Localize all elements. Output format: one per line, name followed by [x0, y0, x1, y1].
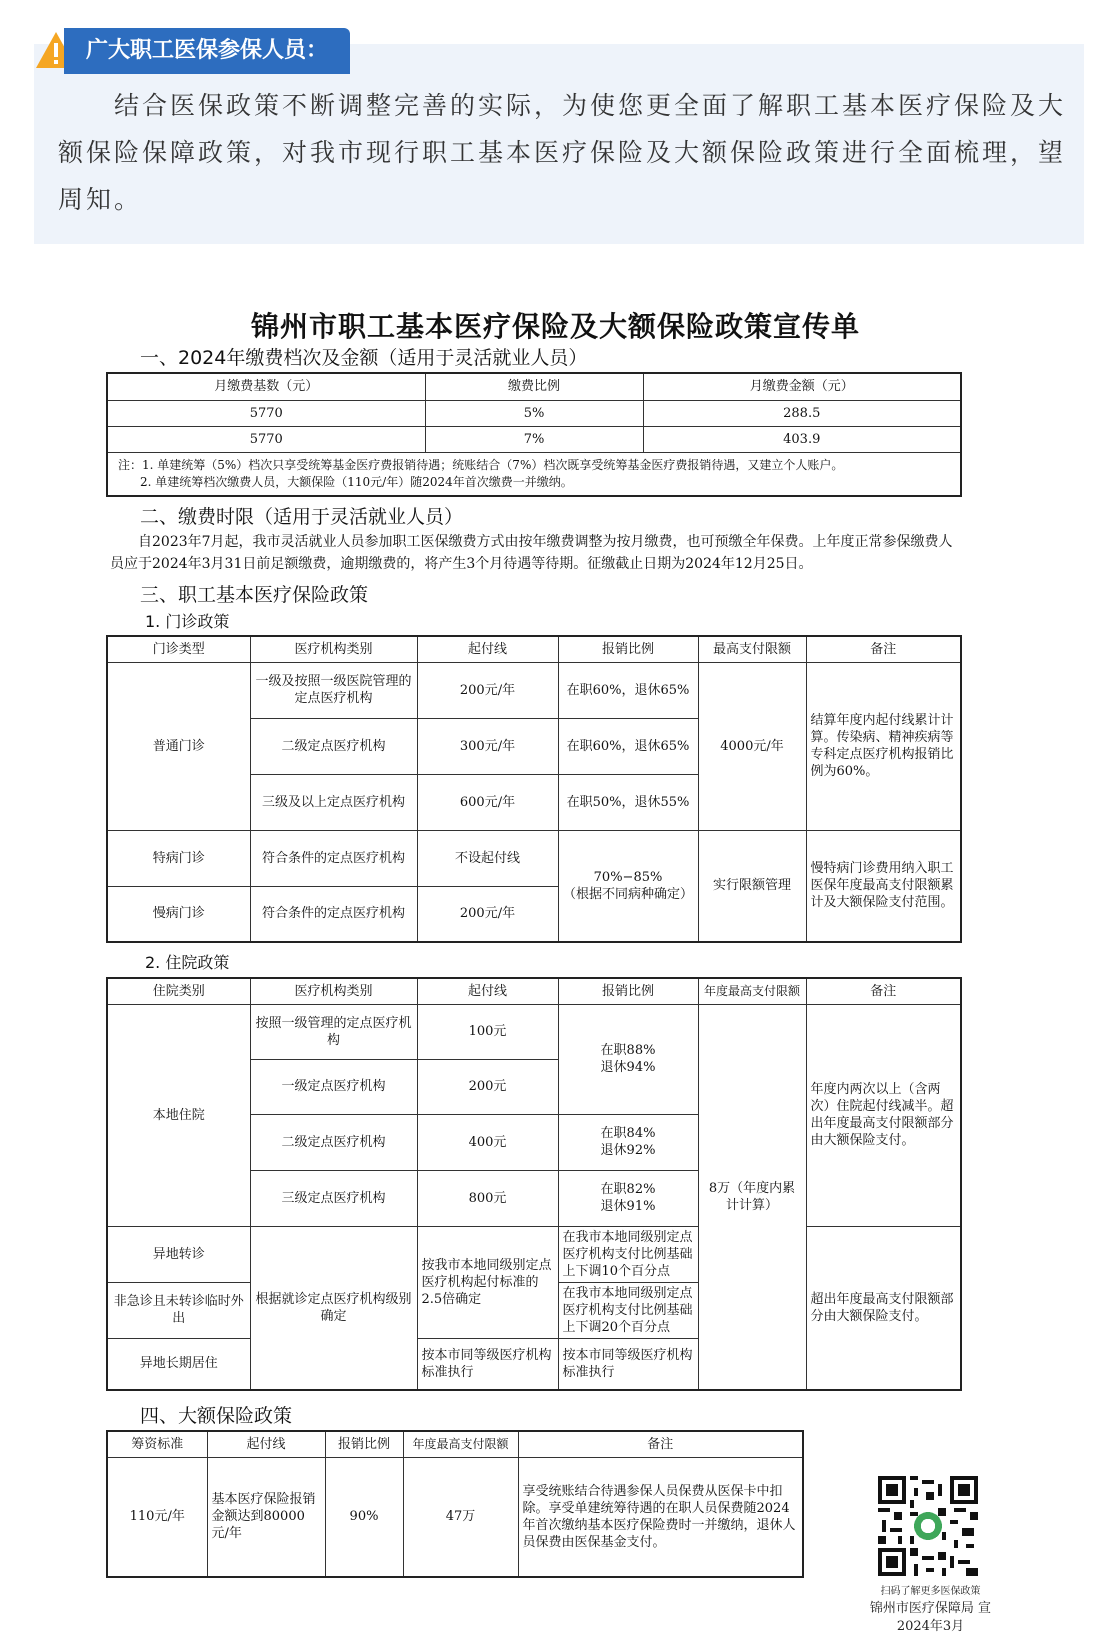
- inpatient-table: [106, 977, 962, 1391]
- transfer-ratio: 在我市本地同级别定点医疗机构支付比例基础上下调10个百分点: [558, 1226, 698, 1282]
- table-cell: 100元: [417, 1004, 558, 1059]
- table-cell: 47万: [403, 1457, 518, 1577]
- col-header: 门诊类型: [107, 636, 250, 662]
- col-header: 报销比例: [558, 978, 698, 1004]
- inpatient-type-transfer: 异地转诊: [107, 1226, 250, 1282]
- issuer-block: [848, 1600, 1013, 1636]
- table-cell: 在职50%，退休55%: [558, 774, 698, 830]
- issue-date: 2024年3月: [896, 1619, 965, 1634]
- col-header: 备注: [518, 1431, 803, 1457]
- table-cell: 5%: [425, 400, 643, 426]
- table-cell: 800元: [417, 1170, 558, 1226]
- table-cell: 600元/年: [417, 774, 558, 830]
- general-note: 结算年度内起付线累计计算。传染病、精神疾病等专科定点医疗机构报销比例为60%。: [806, 662, 961, 830]
- ratio-line-2: 退休92%: [600, 1143, 656, 1158]
- outpatient-type-chronic: 慢病门诊: [107, 886, 250, 942]
- table-cell: 二级定点医疗机构: [250, 1114, 417, 1170]
- inpatient-type-longterm: 异地长期居住: [107, 1338, 250, 1390]
- ratio-level-3: [558, 1170, 698, 1226]
- table-cell: 三级定点医疗机构: [250, 1170, 417, 1226]
- table-cell: 200元/年: [417, 662, 558, 718]
- longterm-deductible: 按本市同等级医疗机构标准执行: [417, 1338, 558, 1390]
- remote-note: 超出年度最高支付限额部分由大额保险支付。: [806, 1226, 961, 1390]
- inpatient-type-local: 本地住院: [107, 1004, 250, 1226]
- col-header: 报销比例: [325, 1431, 403, 1457]
- table-cell: 90%: [325, 1457, 403, 1577]
- ratio-line-2: 退休94%: [600, 1060, 656, 1075]
- section3-heading: 三、职工基本医疗保险政策: [140, 584, 369, 606]
- inpatient-subheading: 2. 住院政策: [145, 953, 230, 972]
- major-insurance-table: [106, 1430, 804, 1578]
- table-cell: 403.9: [643, 426, 961, 452]
- table-cell: 不设起付线: [417, 830, 558, 886]
- qr-caption: 扫码了解更多医保政策: [880, 1586, 981, 1597]
- table-cell: 一级定点医疗机构: [250, 1059, 417, 1114]
- outpatient-type-general: 普通门诊: [107, 662, 250, 830]
- table-cell: 按照一级管理的定点医疗机构: [250, 1004, 417, 1059]
- table-cell: 基本医疗保险报销金额达到80000元/年: [207, 1457, 325, 1577]
- ratio-line-1: 在职82%: [600, 1182, 656, 1197]
- ratio-level-1: [558, 1004, 698, 1114]
- ratio-line-1: 在职88%: [600, 1043, 656, 1058]
- col-header: 医疗机构类别: [250, 636, 417, 662]
- table-cell: 300元/年: [417, 718, 558, 774]
- note-line-2: 2. 单建统筹档次缴费人员，大额保险（110元/年）随2024年首次缴费一并缴纳。: [140, 474, 573, 489]
- contribution-table: [106, 372, 962, 497]
- col-header: 报销比例: [558, 636, 698, 662]
- col-header: 月缴费金额（元）: [643, 373, 961, 400]
- general-limit: 4000元/年: [698, 662, 806, 830]
- col-header: 起付线: [417, 636, 558, 662]
- ratio-line-2: （根据不同病种确定）: [562, 886, 693, 902]
- ratio-line-2: 退休91%: [600, 1199, 656, 1214]
- col-header: 缴费比例: [425, 373, 643, 400]
- table-cell: 三级及以上定点医疗机构: [250, 774, 417, 830]
- issuer-name: 锦州市医疗保障局 宣: [869, 1601, 992, 1616]
- col-header: 医疗机构类别: [250, 978, 417, 1004]
- col-header: 住院类别: [107, 978, 250, 1004]
- col-header: 起付线: [417, 978, 558, 1004]
- document-title: 锦州市职工基本医疗保险及大额保险政策宣传单: [250, 310, 860, 343]
- longterm-ratio: 按本市同等级医疗机构标准执行: [558, 1338, 698, 1390]
- table-cell: 在职60%，退休65%: [558, 662, 698, 718]
- table-cell: 400元: [417, 1114, 558, 1170]
- table-cell: 符合条件的定点医疗机构: [250, 886, 417, 942]
- special-chronic-limit: 实行限额管理: [698, 830, 806, 942]
- table-cell: 110元/年: [107, 1457, 207, 1577]
- ratio-line-1: 在职84%: [600, 1126, 656, 1141]
- section4-heading: 四、大额保险政策: [140, 1405, 293, 1427]
- special-chronic-note: 慢特病门诊费用纳入职工医保年度最高支付限额累计及大额保险支付范围。: [806, 830, 961, 942]
- ratio-line-1: 70%−85%: [593, 869, 663, 885]
- local-note: 年度内两次以上（含两次）住院起付线减半。超出年度最高支付限额部分由大额保险支付。: [806, 1004, 961, 1226]
- col-header: 最高支付限额: [698, 636, 806, 662]
- remote-institution: 根据就诊定点医疗机构级别确定: [250, 1226, 417, 1390]
- inpatient-limit: 8万（年度内累计计算）: [698, 1004, 806, 1390]
- inpatient-type-nonurgent: 非急诊且未转诊临时外出: [107, 1282, 250, 1338]
- note-line-1: 注：1. 单建统筹（5%）档次只享受统筹基金医疗费报销待遇；统账结合（7%）档次既享受统筹基金医疗费报销待遇，又建立个人账户。: [118, 457, 844, 472]
- qr-code[interactable]: [878, 1476, 978, 1576]
- table-cell: 符合条件的定点医疗机构: [250, 830, 417, 886]
- remote-deductible: 按我市本地同级别定点医疗机构起付标准的2.5倍确定: [417, 1226, 558, 1338]
- table-cell: 200元/年: [417, 886, 558, 942]
- special-chronic-ratio: [558, 830, 698, 942]
- section2-heading: 二、缴费时限（适用于灵活就业人员）: [140, 506, 464, 528]
- table-cell: 200元: [417, 1059, 558, 1114]
- table-cell: 二级定点医疗机构: [250, 718, 417, 774]
- section2-text: 自2023年7月起，我市灵活就业人员参加职工医保缴费方式由按年缴费调整为按月缴费，也可预缴全年保费。上年度正常参保缴费人员应于2024年3月31日前足额缴费，逾期缴费的，将产生3个月待遇等待期。征缴截止日期为2024年12月25日。: [110, 534, 953, 572]
- outpatient-table: [106, 635, 962, 943]
- col-header: 备注: [806, 978, 961, 1004]
- col-header: 起付线: [207, 1431, 325, 1457]
- col-header: 年度最高支付限额: [403, 1431, 518, 1457]
- table-cell: 在职60%，退休65%: [558, 718, 698, 774]
- col-header: 备注: [806, 636, 961, 662]
- table-cell: 288.5: [643, 400, 961, 426]
- table-cell: 7%: [425, 426, 643, 452]
- table-cell: 享受统账结合待遇参保人员保费从医保卡中扣除。享受单建统筹待遇的在职人员保费随2024年首次缴纳基本医疗保险费时一并缴纳，退休人员保费由医保基金支付。: [518, 1457, 803, 1577]
- table-cell: 5770: [107, 400, 425, 426]
- intro-tab: 广大职工医保参保人员：: [64, 28, 350, 74]
- outpatient-subheading: 1. 门诊政策: [145, 612, 230, 631]
- table-note: [107, 452, 961, 496]
- section1-heading: 一、2024年缴费档次及金额（适用于灵活就业人员）: [140, 347, 588, 369]
- outpatient-type-special: 特病门诊: [107, 830, 250, 886]
- ratio-level-2: [558, 1114, 698, 1170]
- nonurgent-ratio: 在我市本地同级别定点医疗机构支付比例基础上下调20个百分点: [558, 1282, 698, 1338]
- col-header: 月缴费基数（元）: [107, 373, 425, 400]
- table-cell: 一级及按照一级医院管理的定点医疗机构: [250, 662, 417, 718]
- col-header: 年度最高支付限额: [698, 978, 806, 1004]
- intro-text: 结合医保政策不断调整完善的实际，为使您更全面了解职工基本医疗保险及大额保险保障政策，对我市现行职工基本医疗保险及大额保险政策进行全面梳理，望周知。: [58, 91, 1067, 214]
- table-cell: 5770: [107, 426, 425, 452]
- col-header: 筹资标准: [107, 1431, 207, 1457]
